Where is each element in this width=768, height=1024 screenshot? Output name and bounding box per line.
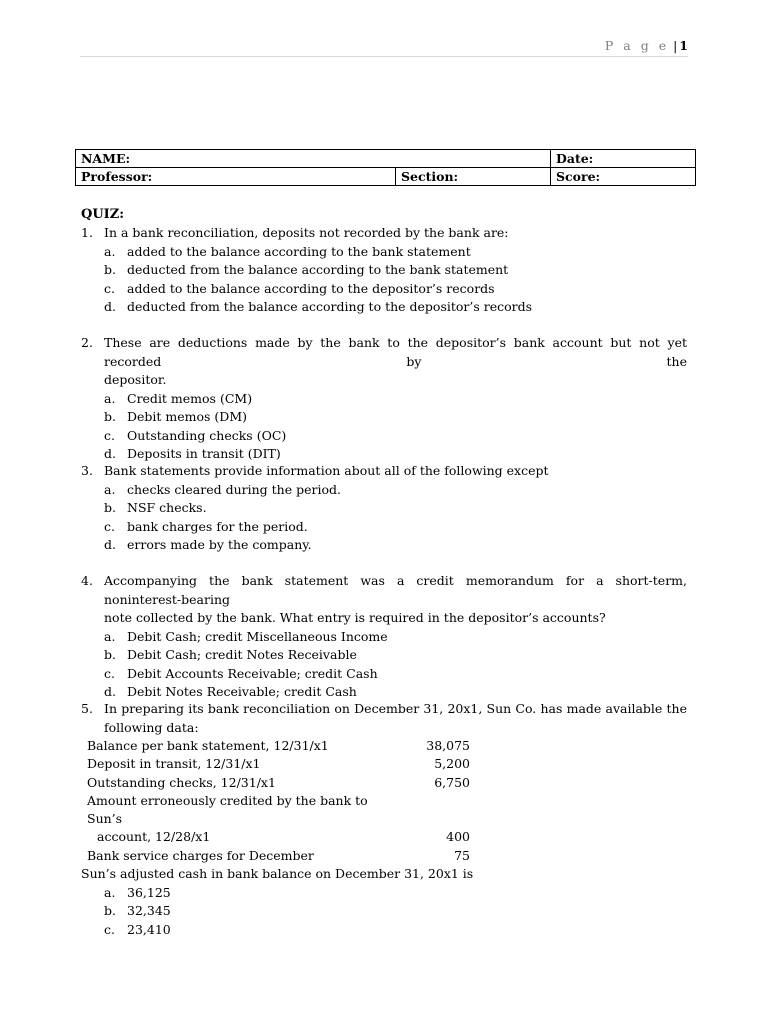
question-text-continued: note collected by the bank. What entry is required in the depositor’s accounts? bbox=[104, 610, 606, 625]
page-number: 1 bbox=[679, 38, 688, 53]
data-row: Balance per bank statement, 12/31/x1 38,075 bbox=[87, 738, 470, 753]
student-info-table bbox=[75, 149, 696, 186]
page-header bbox=[80, 38, 688, 57]
question-2 bbox=[81, 334, 687, 464]
reconciliation-data-table bbox=[87, 737, 487, 865]
option-a[interactable]: a. Debit Cash; credit Miscellaneous Income bbox=[104, 628, 388, 644]
question-3 bbox=[81, 462, 687, 555]
section-label: Section: bbox=[401, 169, 459, 184]
question-text: Accompanying the bank statement was a credit memorandum for a short-term, noninterest-bearing bbox=[104, 573, 687, 607]
data-row: Bank service charges for December 75 bbox=[87, 847, 470, 863]
option-d[interactable]: d. Debit Notes Receivable; credit Cash bbox=[104, 684, 357, 699]
question-4 bbox=[81, 572, 687, 702]
question-5 bbox=[81, 700, 687, 737]
professor-label: Professor: bbox=[81, 169, 153, 184]
question-text-continued: following data: bbox=[104, 719, 199, 735]
section-cell[interactable] bbox=[396, 168, 551, 186]
page-word: P a g e bbox=[604, 38, 670, 53]
question-text: In preparing its bank reconciliation on December 31, 20x1, Sun Co. has made available the bbox=[104, 701, 687, 716]
quiz-title: QUIZ: bbox=[81, 207, 125, 222]
professor-cell[interactable] bbox=[76, 168, 396, 186]
option-c[interactable]: c. added to the balance according to the depositor’s records bbox=[104, 280, 495, 296]
question-number: 2. bbox=[81, 335, 93, 350]
score-cell[interactable] bbox=[551, 168, 696, 186]
question-number: 5. bbox=[81, 701, 93, 716]
option-a[interactable]: a. checks cleared during the period. bbox=[104, 481, 341, 497]
data-row: Outstanding checks, 12/31/x1 6,750 bbox=[87, 774, 470, 790]
date-label: Date: bbox=[556, 151, 594, 166]
data-row: Amount erroneously credited by the bank to Sun’s bbox=[87, 792, 368, 827]
option-a[interactable]: a. 36,125 bbox=[104, 884, 171, 900]
option-c[interactable]: c. bank charges for the period. bbox=[104, 518, 308, 534]
question-5-prompt bbox=[81, 865, 687, 939]
question-text: In a bank reconciliation, deposits not recorded by the bank are: bbox=[104, 225, 509, 240]
question-number: 3. bbox=[81, 463, 93, 478]
option-d[interactable]: d. errors made by the company. bbox=[104, 537, 312, 552]
page-separator: | bbox=[673, 38, 678, 53]
option-d[interactable]: d. Deposits in transit (DIT) bbox=[104, 446, 281, 461]
option-a[interactable]: a. added to the balance according to the bank statement bbox=[104, 243, 471, 259]
score-label: Score: bbox=[556, 169, 601, 184]
question-text: Bank statements provide information about all of the following except bbox=[104, 463, 549, 478]
question-text: Sun’s adjusted cash in bank balance on December 31, 20x1 is bbox=[81, 866, 474, 881]
option-b[interactable]: b. Debit memos (DM) bbox=[104, 409, 248, 424]
data-row: Deposit in transit, 12/31/x1 5,200 bbox=[87, 756, 470, 772]
option-b[interactable]: b. Debit Cash; credit Notes Receivable bbox=[104, 647, 357, 662]
option-c[interactable]: c. 23,410 bbox=[104, 921, 171, 937]
data-row: account, 12/28/x1 400 bbox=[97, 829, 470, 845]
question-text-continued: depositor. bbox=[104, 372, 167, 387]
option-b[interactable]: b. NSF checks. bbox=[104, 500, 207, 515]
date-cell[interactable] bbox=[551, 150, 696, 168]
name-cell[interactable] bbox=[76, 150, 551, 168]
option-c[interactable]: c. Debit Accounts Receivable; credit Cash bbox=[104, 665, 378, 681]
question-number: 4. bbox=[81, 573, 93, 588]
question-1 bbox=[81, 224, 687, 317]
question-number: 1. bbox=[81, 225, 93, 240]
question-text: These are deductions made by the bank to the depositor’s bank account but not yet recorded by the bbox=[104, 335, 687, 369]
option-b[interactable]: b. deducted from the balance according to the bank statement bbox=[104, 262, 509, 277]
option-c[interactable]: c. Outstanding checks (OC) bbox=[104, 427, 287, 443]
name-label: NAME: bbox=[81, 151, 131, 166]
option-b[interactable]: b. 32,345 bbox=[104, 903, 171, 918]
option-d[interactable]: d. deducted from the balance according to the depositor’s records bbox=[104, 299, 533, 314]
option-a[interactable]: a. Credit memos (CM) bbox=[104, 390, 253, 406]
